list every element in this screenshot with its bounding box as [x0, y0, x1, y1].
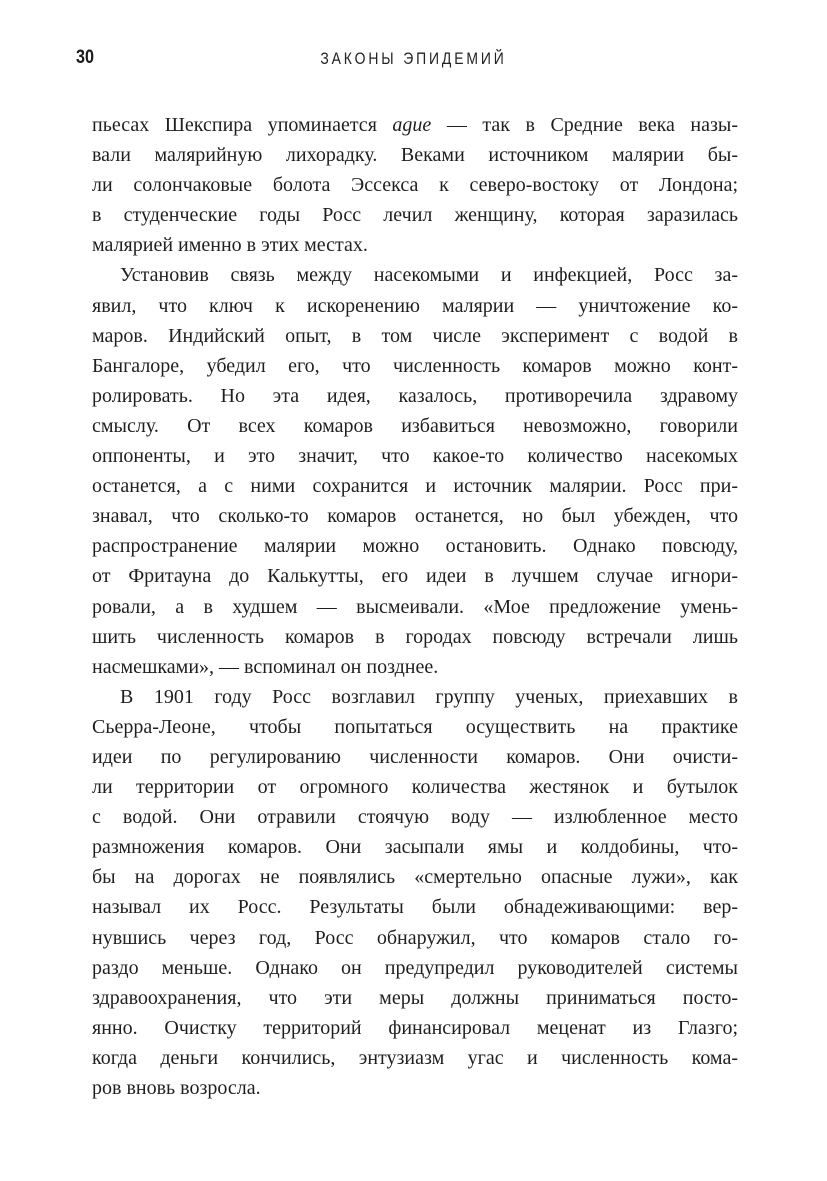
text-block	[92, 110, 738, 1103]
text-line: знавал, что сколько-то комаров останется, но был убежден, что	[92, 505, 738, 528]
text-line: оппоненты, и это значит, что какое-то количество насекомых	[92, 445, 738, 468]
text-line: нувшись через год, Росс обнаружил, что комаров стало го-	[92, 926, 738, 949]
text-line: маров. Индийский опыт, в том числе эксперимент с водой в	[92, 324, 738, 347]
text-line: ли территории от огромного количества жестянок и бутылок	[92, 776, 738, 799]
text-line: называл их Росс. Результаты были обнадеживающими: вер-	[92, 896, 738, 919]
text-line: раздо меньше. Однако он предупредил руководителей системы	[92, 956, 738, 979]
text-line: Бангалоре, убедил его, что численность комаров можно конт-	[92, 354, 738, 377]
text-line: малярией именно в этих местах.	[92, 234, 368, 257]
text-line: здравоохранения, что эти меры должны приниматься посто-	[92, 986, 738, 1009]
text-line: В 1901 году Росс возглавил группу ученых, приехавших в	[120, 685, 738, 708]
text-line: Установив связь между насекомыми и инфекцией, Росс за-	[120, 264, 738, 287]
text-line: с водой. Они отравили стоячую воду — излюбленное место	[92, 806, 738, 829]
text-line: когда деньги кончились, энтузиазм угас и численность кома-	[92, 1046, 738, 1069]
text-line: вали малярийную лихорадку. Веками источником малярии бы-	[92, 144, 738, 167]
running-head: ЗАКОНЫ ЭПИДЕМИЙ	[320, 49, 507, 68]
text-line: пьесах Шекспира упоминается ague — так в Средние века назы-	[92, 114, 738, 136]
text-line: от Фритауна до Калькутты, его идеи в лучшем случае игнори-	[92, 565, 738, 588]
text-line: янно. Очистку территорий финансировал меценат из Глазго;	[92, 1016, 738, 1039]
text-line: ровали, а в худшем — высмеивали. «Мое предложение умень-	[92, 595, 738, 618]
text-line: ролировать. Но эта идея, казалось, противоречила здравому	[92, 384, 738, 407]
text-line: размножения комаров. Они засыпали ямы и колдобины, что-	[92, 836, 738, 859]
page-number: 30	[76, 47, 94, 68]
text-line: идеи по регулированию численности комаров. Они очисти-	[92, 745, 738, 768]
text-line: смыслу. От всех комаров избавиться невозможно, говорили	[92, 414, 738, 437]
text-line: ров вновь возросла.	[92, 1077, 261, 1099]
text-line: ли солончаковые болота Эссекса к северо-востоку от Лондона;	[92, 174, 738, 197]
text-line: насмешками», — вспоминал он позднее.	[92, 655, 439, 678]
text-line: распространение малярии можно остановить. Однако повсюду,	[92, 535, 738, 558]
text-line: останется, а с ними сохранится и источник малярии. Росс при-	[92, 475, 738, 498]
text-line: Сьерра-Леоне, чтобы попытаться осуществить на практике	[92, 715, 738, 738]
text-line: бы на дорогах не появлялись «смертельно опасные лужи», как	[92, 866, 738, 889]
text-line: шить численность комаров в городах повсюду встречали лишь	[92, 625, 738, 648]
text-line: в студенческие годы Росс лечил женщину, которая заразилась	[92, 204, 738, 227]
text-line: явил, что ключ к искоренению малярии — уничтожение ко-	[92, 294, 738, 317]
